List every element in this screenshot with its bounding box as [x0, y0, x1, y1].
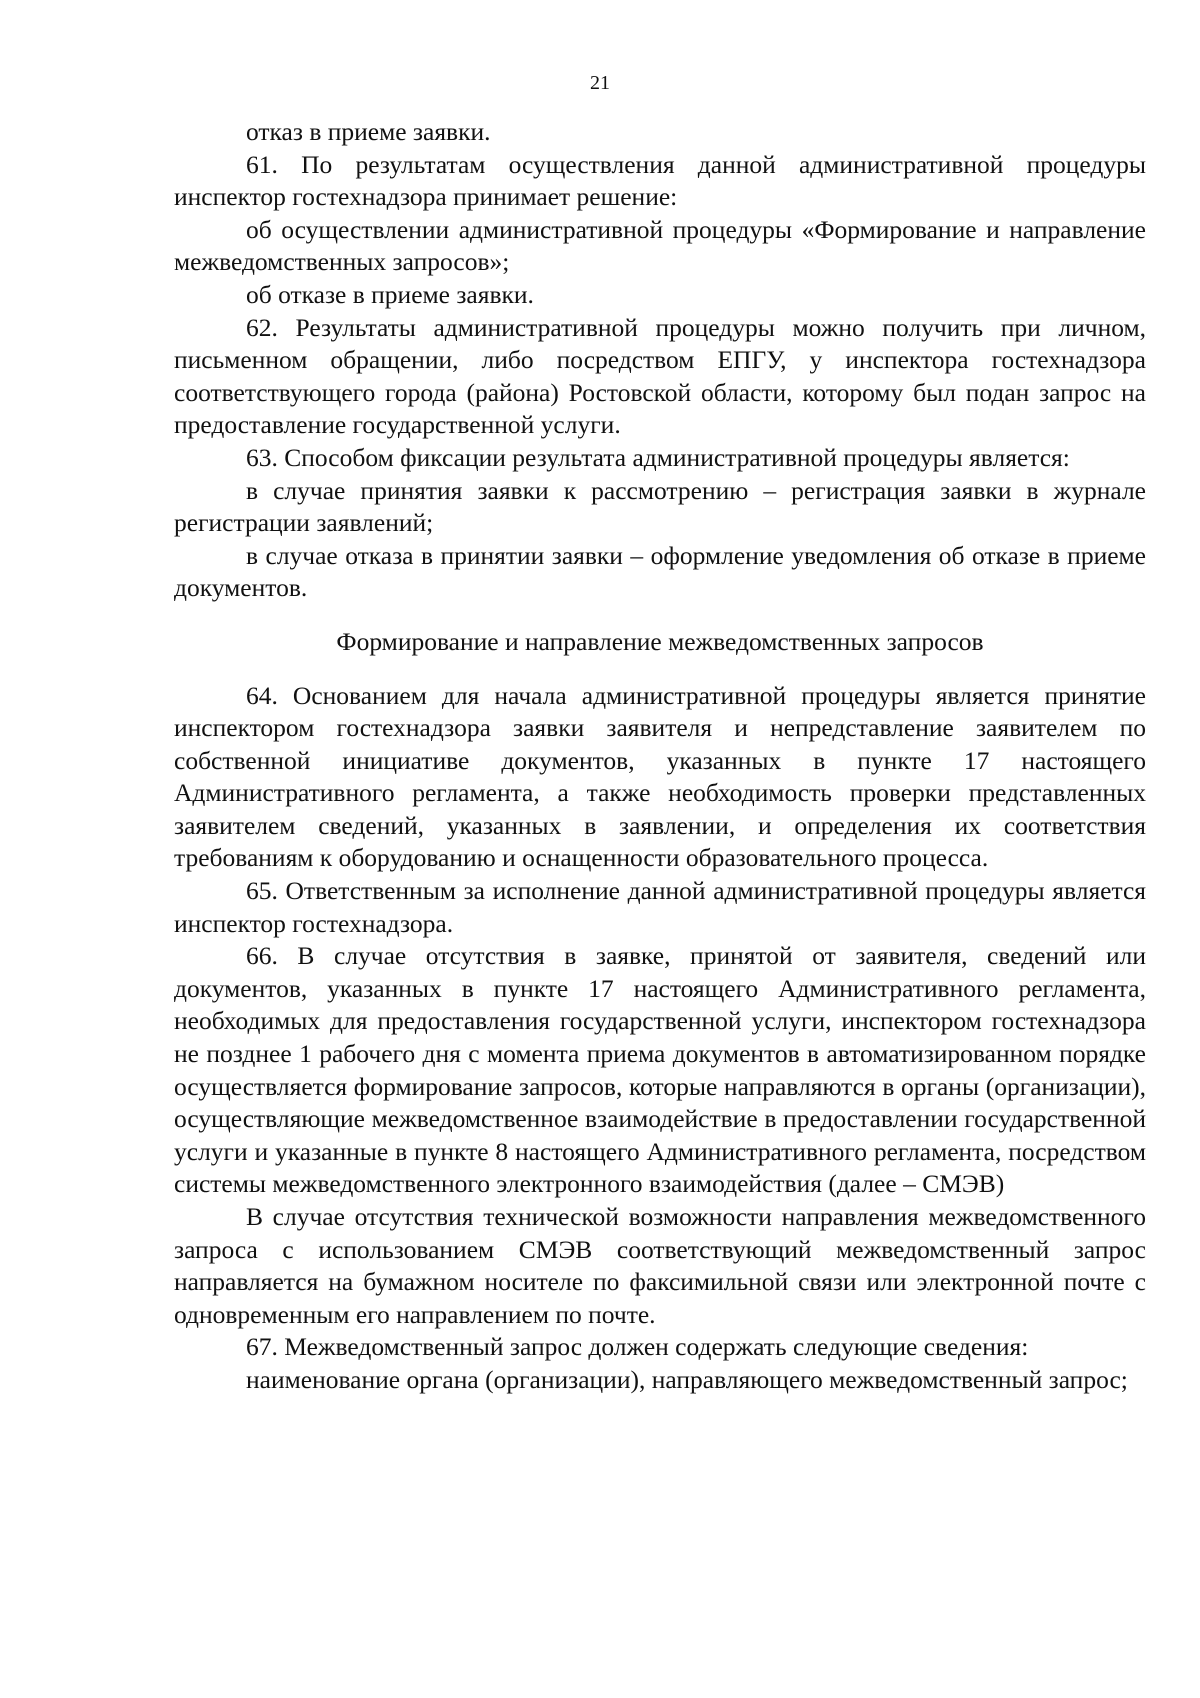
paragraph-64: 64. Основанием для начала административной процедуры является принятие инспектором гостехнадзора заявки заявителя и непредставление заявителем по собственной инициативе документов, указанных в пункте 17 настоящего Административного регламента, а также необходимость проверки представленных заявителем сведений, указанных в заявлении, и определения их соответствия требованиям к оборудованию и оснащенности образовательного процесса. — [174, 680, 1146, 873]
paragraph-63-case-2: в случае отказа в принятии заявки – оформление уведомления об отказе в приеме документов. — [174, 540, 1146, 603]
paragraph-61-option-2: об отказе в приеме заявки. — [246, 279, 534, 309]
paragraph-63-case-1: в случае принятия заявки к рассмотрению – регистрация заявки в журнале регистрации заявлений; — [174, 475, 1146, 538]
paragraph-67: 67. Межведомственный запрос должен содержать следующие сведения: — [246, 1332, 1029, 1362]
paragraph-refusal-continuation: отказ в приеме заявки. — [246, 117, 491, 146]
paragraph-66-paper-request: В случае отсутствия технической возможности направления межведомственного запроса с использованием СМЭВ соответствующий межведомственный запрос направляется на бумажном носителе по факсимильной связи или электронной почте с одновременным его направлением по почте. — [174, 1202, 1146, 1329]
document-body — [174, 116, 1146, 1397]
paragraph-62: 62. Результаты административной процедуры можно получить при личном, письменном обращении, либо посредством ЕПГУ, у инспектора гостехнадзора соответствующего города (района) Ростовской области, которому был подан запрос на предоставление государственной услуги. — [174, 312, 1146, 440]
paragraph-65: 65. Ответственным за исполнение данной административной процедуры является инспектор гостехнадзора. — [174, 876, 1146, 938]
paragraph-61-option-1: об осуществлении административной процедуры «Формирование и направление межведомственных запросов»; — [174, 214, 1146, 277]
paragraph-63: 63. Способом фиксации результата административной процедуры является: — [246, 442, 1070, 472]
paragraph-61: 61. По результатам осуществления данной административной процедуры инспектор гостехнадзора принимает решение: — [174, 149, 1146, 212]
section-heading: Формирование и направление межведомственных запросов — [336, 626, 984, 656]
page-number: 21 — [590, 72, 610, 94]
paragraph-66: 66. В случае отсутствия в заявке, принятой от заявителя, сведений или документов, указанных в пункте 17 настоящего Административного регламента, необходимых для предоставления государственной услуги, инспектором гостехнадзора не позднее 1 рабочего дня с момента приема документов в автоматизированном порядке осуществляется формирование запросов, которые направляются в органы (организации), осуществляющие межведомственное взаимодействие в предоставлении государственной услуги и указанные в пункте 8 настоящего Административного регламента, посредством системы межведомственного электронного взаимодействия (далее – СМЭВ) — [174, 941, 1146, 1199]
paragraph-67-item-1: наименование органа (организации), направляющего межведомственный запрос; — [246, 1364, 1128, 1394]
